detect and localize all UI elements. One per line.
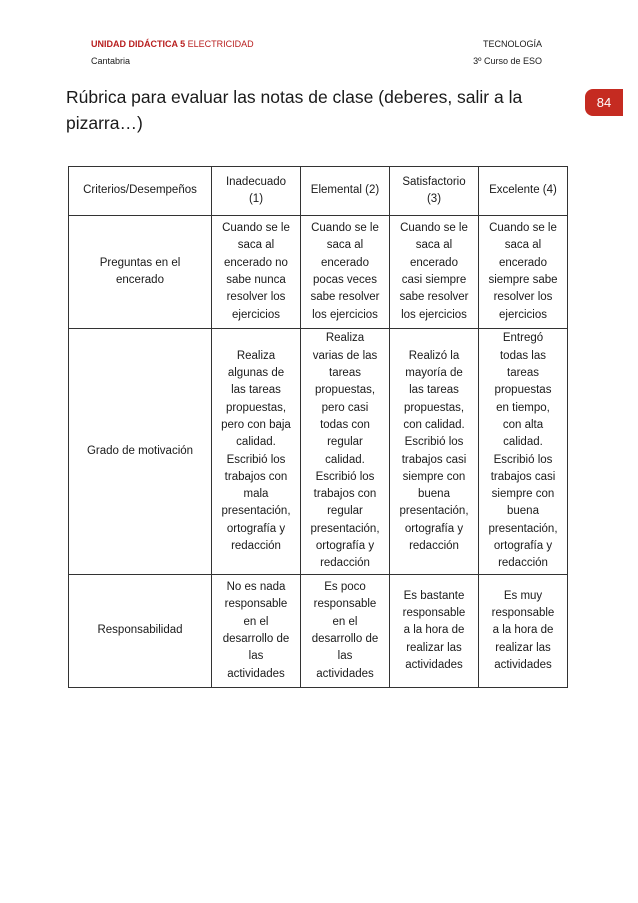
table-cell: Realizó la mayoría de las tareas propuestas, con calidad. Escribió los trabajos casi siempre con buena presentación, ortografía y redacción [390, 329, 479, 575]
table-cell: No es nada responsable en el desarrollo de las actividades [212, 575, 301, 688]
criterion-cell: Preguntas en el encerado [69, 216, 212, 329]
table-row [69, 575, 568, 688]
course-label: 3º Curso de ESO [473, 56, 542, 66]
criterion-cell: Grado de motivación [69, 329, 212, 575]
table-cell: Cuando se le saca al encerado casi siempre sabe resolver los ejercicios [390, 216, 479, 329]
table-cell: Cuando se le saca al encerado no sabe nunca resolver los ejercicios [212, 216, 301, 329]
page-title: Rúbrica para evaluar las notas de clase (deberes, salir a la pizarra…) [66, 87, 523, 133]
criterion-cell: Responsabilidad [69, 575, 212, 688]
page-number-badge: 84 [585, 89, 623, 116]
header-criteria: Criterios/Desempeños [69, 167, 212, 216]
table-row [69, 329, 568, 575]
header-satisfactorio: Satisfactorio (3) [390, 167, 479, 216]
rubric-table [68, 166, 568, 688]
subject-label: TECNOLOGÍA [482, 39, 542, 49]
table-cell: Realiza algunas de las tareas propuestas, pero con baja calidad. Escribió los trabajos con mala presentación, ortografía y redacción [212, 329, 301, 575]
unit-number: UNIDAD DIDÁCTICA 5 [91, 39, 186, 49]
unit-name: ELECTRICIDAD [185, 39, 254, 49]
unit-title [91, 36, 254, 53]
header-elemental: Elemental (2) [301, 167, 390, 216]
table-cell: Es bastante responsable a la hora de realizar las actividades [390, 575, 479, 688]
table-cell: Cuando se le saca al encerado siempre sabe resolver los ejercicios [479, 216, 568, 329]
table-cell: Cuando se le saca al encerado pocas veces sabe resolver los ejercicios [301, 216, 390, 329]
table-header-row [69, 167, 568, 216]
header-inadecuado: Inadecuado (1) [212, 167, 301, 216]
table-cell: Entregó todas las tareas propuestas en tiempo, con alta calidad. Escribió los trabajos casi siempre con buena presentación, ortografía y redacción [479, 329, 568, 575]
table-cell: Es muy responsable a la hora de realizar las actividades [479, 575, 568, 688]
table-row [69, 216, 568, 329]
region-label: Cantabria [91, 56, 131, 66]
table-cell: Es poco responsable en el desarrollo de las actividades [301, 575, 390, 688]
table-cell: Realiza varias de las tareas propuestas, pero casi todas con regular calidad. Escribió los trabajos con regular presentación, ortografía y redacción [301, 329, 390, 575]
header-excelente: Excelente (4) [479, 167, 568, 216]
page-header [91, 36, 542, 70]
